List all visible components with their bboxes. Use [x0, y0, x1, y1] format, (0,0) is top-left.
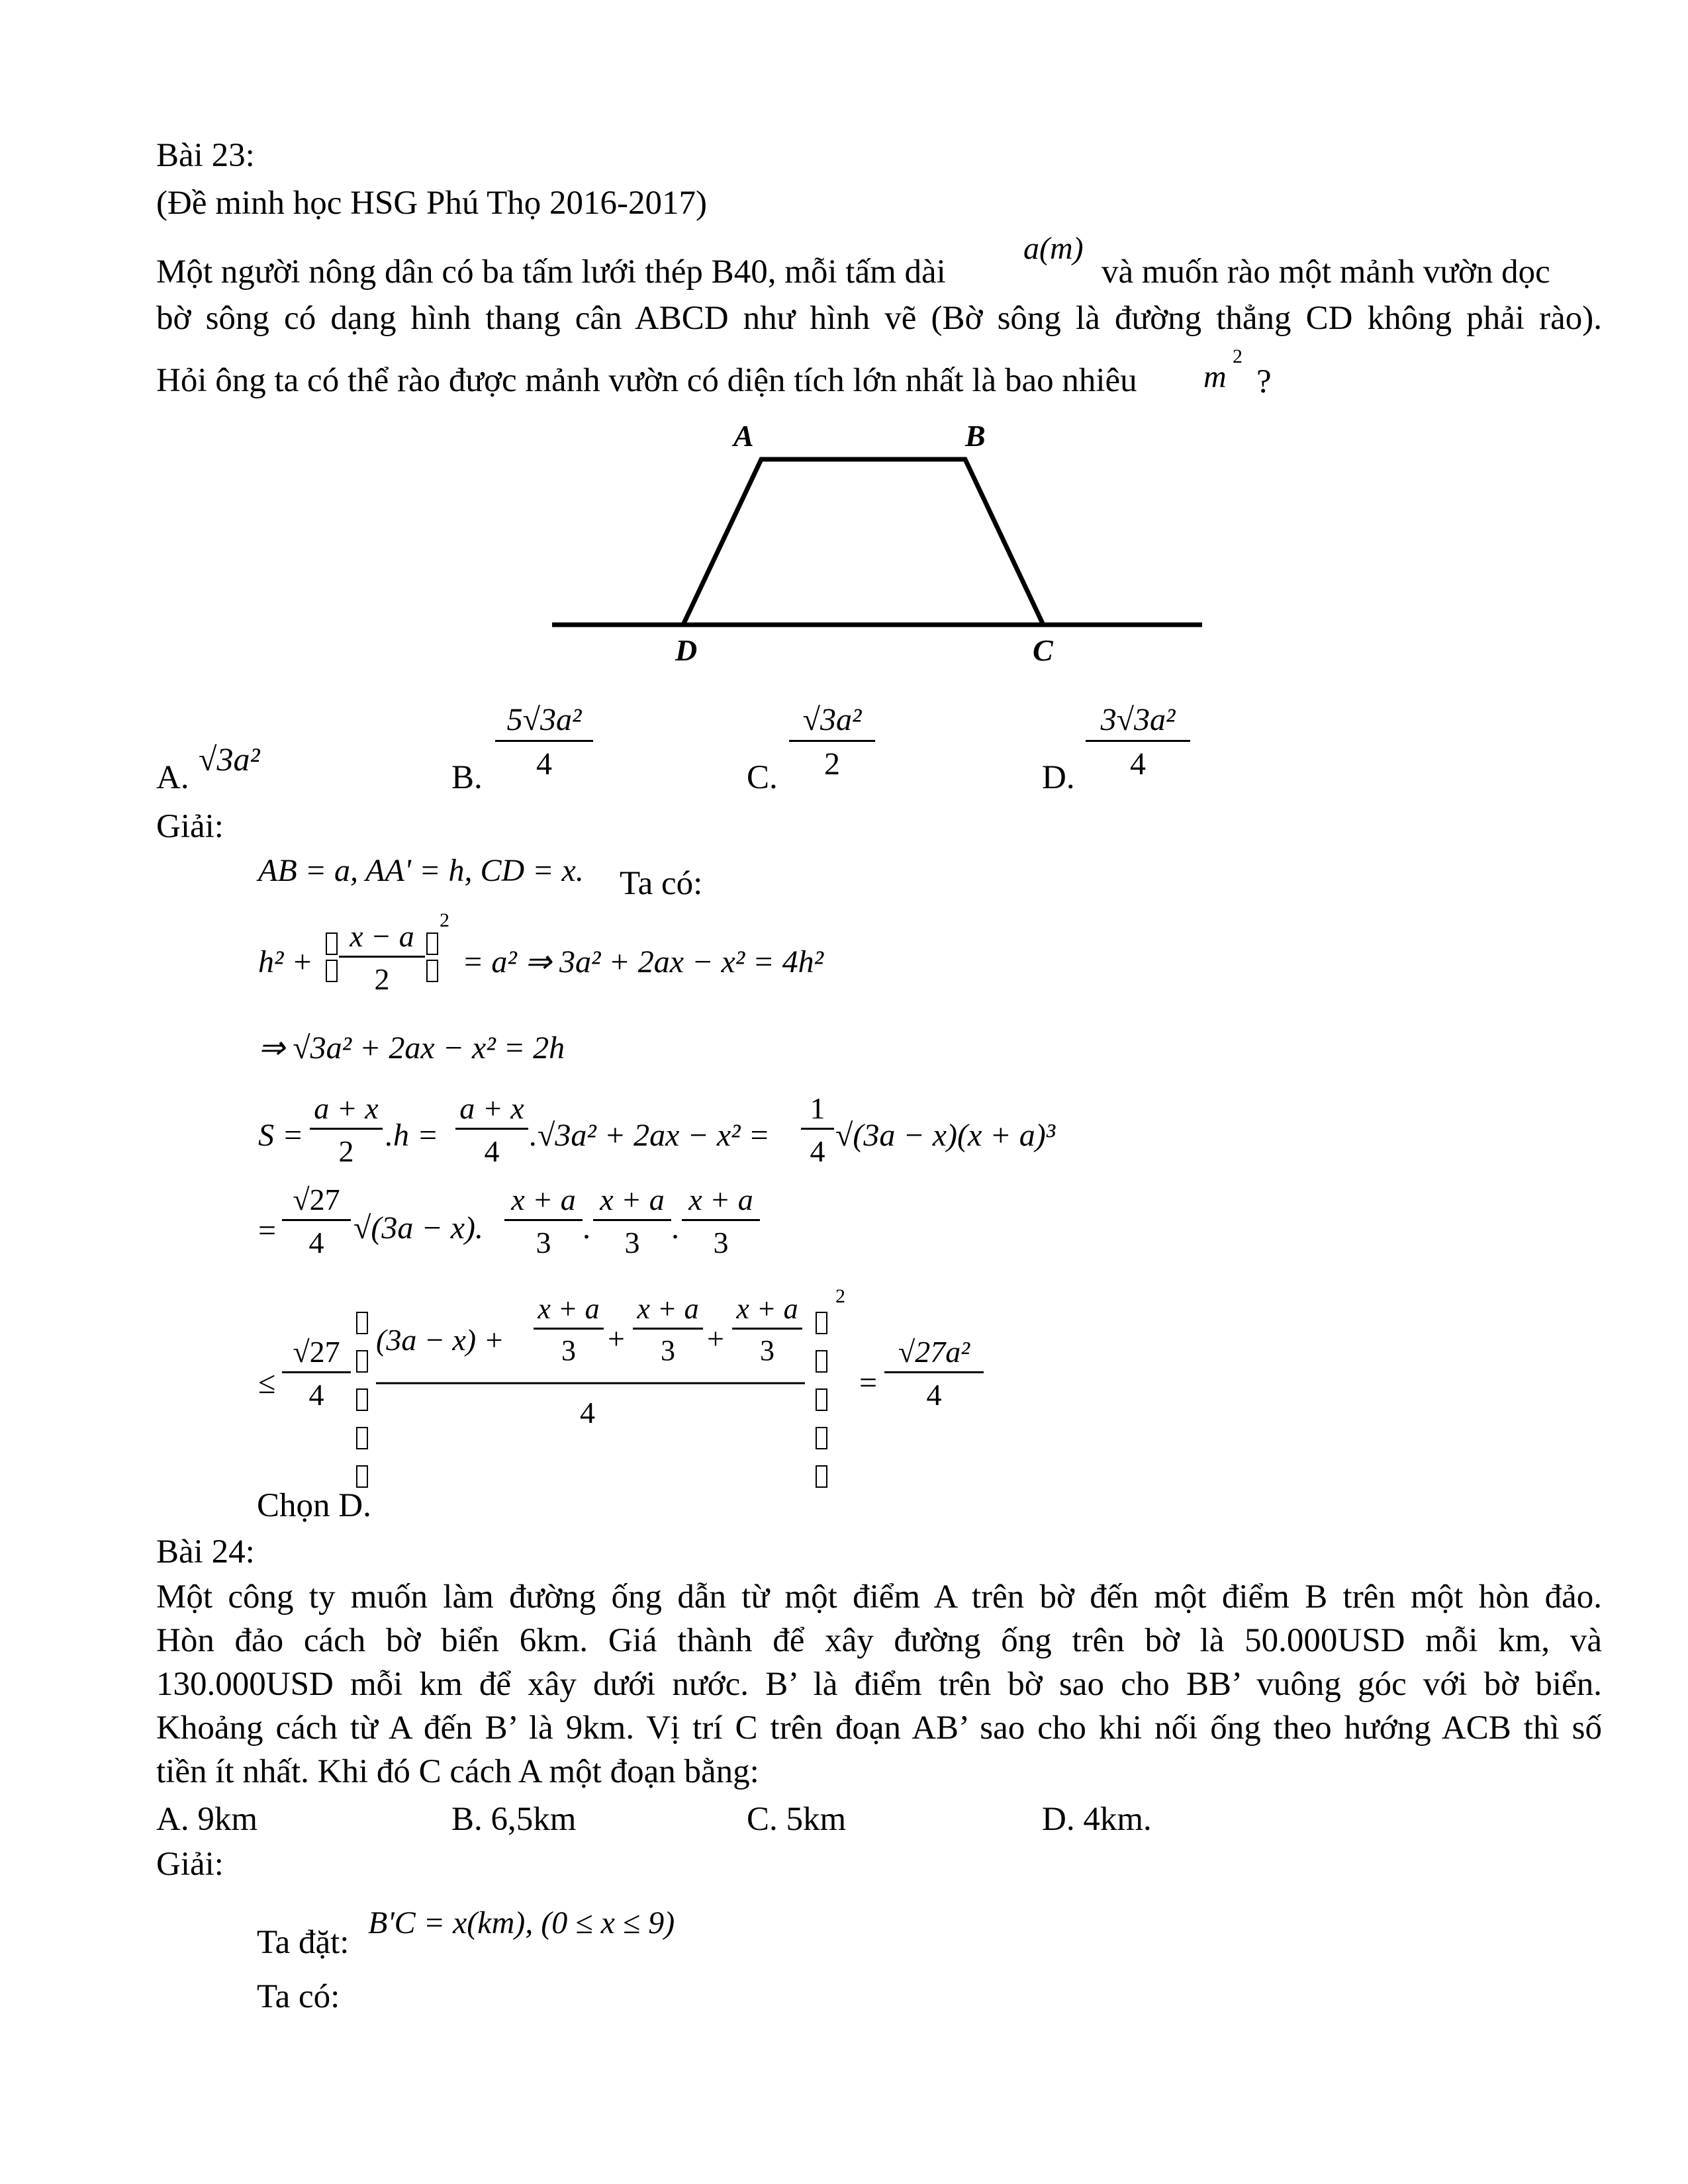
problem-23-title: Bài 23:: [156, 137, 255, 174]
solution-23-step2-numerator: x − a: [339, 921, 425, 958]
solution-23-step6-term1-den: 3: [561, 1334, 576, 1367]
problem-24-text-line1: Một công ty muốn làm đường ống dẫn từ một điểm A trên bờ đến một điểm B trên một hòn đảo.: [156, 1578, 1602, 1615]
bracket-box-right-icon: [816, 1301, 827, 1493]
problem-24-option-b: B. 6,5km: [451, 1801, 577, 1838]
vertex-label-c: C: [1033, 633, 1053, 667]
option-d-label: D.: [1042, 759, 1075, 796]
solution-23-step6-term2-den: 3: [661, 1334, 675, 1367]
solution-23-step5-term1-num: x + a: [504, 1185, 583, 1221]
option-d-numerator: 3√3a²: [1086, 704, 1190, 742]
solution-23-step3: ⇒ √3a² + 2ax − x² = 2h: [258, 1030, 565, 1066]
option-a-label: A.: [156, 759, 189, 796]
solution-23-step4-frac1-num: a + x: [310, 1093, 383, 1130]
solution-23-step4-frac2-den: 4: [484, 1134, 500, 1168]
solution-23-step6-coef-den: 4: [308, 1378, 324, 1412]
solution-23-step6-le: ≤: [258, 1365, 276, 1400]
solution-23-answer: Chọn D.: [257, 1487, 371, 1524]
option-b-denominator: 4: [536, 747, 552, 782]
solution-23-step5-open: √(3a − x).: [353, 1210, 484, 1246]
solution-23-step5-term2-den: 3: [624, 1226, 640, 1259]
vertex-label-a: A: [733, 419, 754, 453]
problem-24-title: Bài 24:: [156, 1533, 255, 1570]
problem-24-text-line5: tiền ít nhất. Khi đó C cách A một đoạn bằng:: [156, 1753, 759, 1790]
solution-23-step6-term3-den: 3: [760, 1334, 774, 1367]
option-c-denominator: 2: [824, 747, 840, 782]
solution-23-step6-term1-num: x + a: [534, 1295, 604, 1330]
option-b-numerator: 5√3a²: [495, 704, 593, 742]
problem-23-length-unit: a(m): [1023, 231, 1084, 266]
problem-24-text-line2: Hòn đảo cách bờ biển 6km. Giá thành để xây đường ống trên bờ là 50.000USD mỗi km, và: [156, 1622, 1602, 1659]
solution-23-step4-frac1-den: 2: [338, 1134, 354, 1168]
solution-23-step4-s: S =: [258, 1118, 304, 1153]
solution-24-label: Giải:: [156, 1846, 224, 1883]
problem-23-text-line1-start: Một người nông dân có ba tấm lưới thép B40, mỗi tấm dài: [156, 253, 946, 291]
problem-24-option-c: C. 5km: [747, 1801, 847, 1838]
solution-23-label: Giải:: [156, 808, 224, 845]
solution-23-step2-lhs: h² +: [258, 944, 313, 979]
option-c-label: C.: [747, 759, 778, 796]
problem-23-area-unit-exponent: 2: [1233, 345, 1243, 367]
solution-23-step5-coef-num: √27: [282, 1185, 351, 1221]
problem-23-source: (Đề minh học HSG Phú Thọ 2016-2017): [156, 185, 708, 222]
solution-23-step6-result: [884, 1337, 984, 1410]
solution-23-step6-inner: (3a − x) +: [376, 1323, 504, 1357]
solution-23-step5-term3-num: x + a: [682, 1185, 760, 1221]
problem-23-text-line1-end: và muốn rào một mảnh vườn dọc: [1102, 253, 1550, 291]
solution-23-step5-term3-den: 3: [713, 1226, 729, 1259]
option-d-denominator: 4: [1130, 747, 1146, 782]
solution-23-step1-tail: Ta có:: [620, 865, 703, 902]
solution-23-step4-radical: .√3a² + 2ax − x² =: [530, 1118, 770, 1153]
problem-24-text-line3: 130.000USD mỗi km để xây dưới nước. B’ là điểm trên bờ sao cho BB’ vuông góc với bờ biển.: [156, 1666, 1602, 1703]
solution-24-set-label: Ta đặt:: [257, 1924, 350, 1961]
solution-23-step6-big-den: 4: [580, 1396, 595, 1430]
solution-24-set-math: B'C = x(km), (0 ≤ x ≤ 9): [368, 1905, 675, 1940]
problem-24-option-a: A. 9km: [156, 1801, 258, 1838]
solution-23-step5-eq: =: [258, 1213, 277, 1248]
solution-23-step6-plus2: +: [707, 1322, 724, 1355]
vertex-label-d: D: [675, 633, 698, 667]
solution-23-step4-frac3-num: 1: [801, 1093, 834, 1130]
solution-23-step4-mid: .h =: [385, 1118, 439, 1153]
option-b-label: B.: [451, 759, 483, 796]
solution-24-have-label: Ta có:: [257, 1978, 340, 2015]
option-a-value: √3a²: [199, 741, 260, 778]
problem-23-question-mark: ?: [1256, 363, 1272, 400]
solution-23-step4-frac3-den: 4: [810, 1134, 825, 1168]
solution-23-step6-exponent: 2: [835, 1285, 845, 1307]
solution-23-step4-frac2-num: a + x: [455, 1093, 528, 1130]
problem-24-option-d: D. 4km.: [1042, 1801, 1152, 1838]
solution-23-step6-term2-num: x + a: [633, 1295, 703, 1330]
solution-23-step6-result-num: √27a²: [884, 1337, 984, 1373]
vertex-label-b: B: [965, 419, 986, 453]
solution-23-step5-term1-den: 3: [536, 1226, 551, 1259]
solution-23-step2-rhs: = a² ⇒ 3a² + 2ax − x² = 4h²: [462, 944, 823, 979]
solution-23-step2-denominator: 2: [374, 962, 390, 996]
solution-23-step6-eq: =: [859, 1365, 878, 1400]
problem-23-area-unit: m: [1203, 359, 1227, 394]
solution-23-step4-end: √(3a − x)(x + a)³: [835, 1118, 1056, 1153]
solution-23-step5-term2-num: x + a: [593, 1185, 671, 1221]
problem-24-text-line4: Khoảng cách từ A đến B’ là 9km. Vị trí C trên đoạn AB’ sao cho khi nối ống theo hướng ACB thì số: [156, 1709, 1602, 1747]
problem-23-text-line3: Hỏi ông ta có thể rào được mảnh vườn có diện tích lớn nhất là bao nhiêu: [156, 362, 1137, 399]
solution-23-step5-coef-den: 4: [308, 1226, 324, 1259]
problem-23-text-line2: bờ sông có dạng hình thang cân ABCD như hình vẽ (Bờ sông là đường thẳng CD không phải rào).: [156, 300, 1602, 337]
option-c-numerator: √3a²: [789, 704, 875, 742]
solution-23-step6-plus1: +: [608, 1322, 625, 1355]
solution-23-step1: AB = a, AA' = h, CD = x.: [258, 853, 584, 888]
solution-23-step6-coef-num: √27: [282, 1337, 351, 1373]
solution-23-step6-term3-num: x + a: [732, 1295, 802, 1330]
solution-23-step6-result-den: 4: [926, 1378, 942, 1412]
